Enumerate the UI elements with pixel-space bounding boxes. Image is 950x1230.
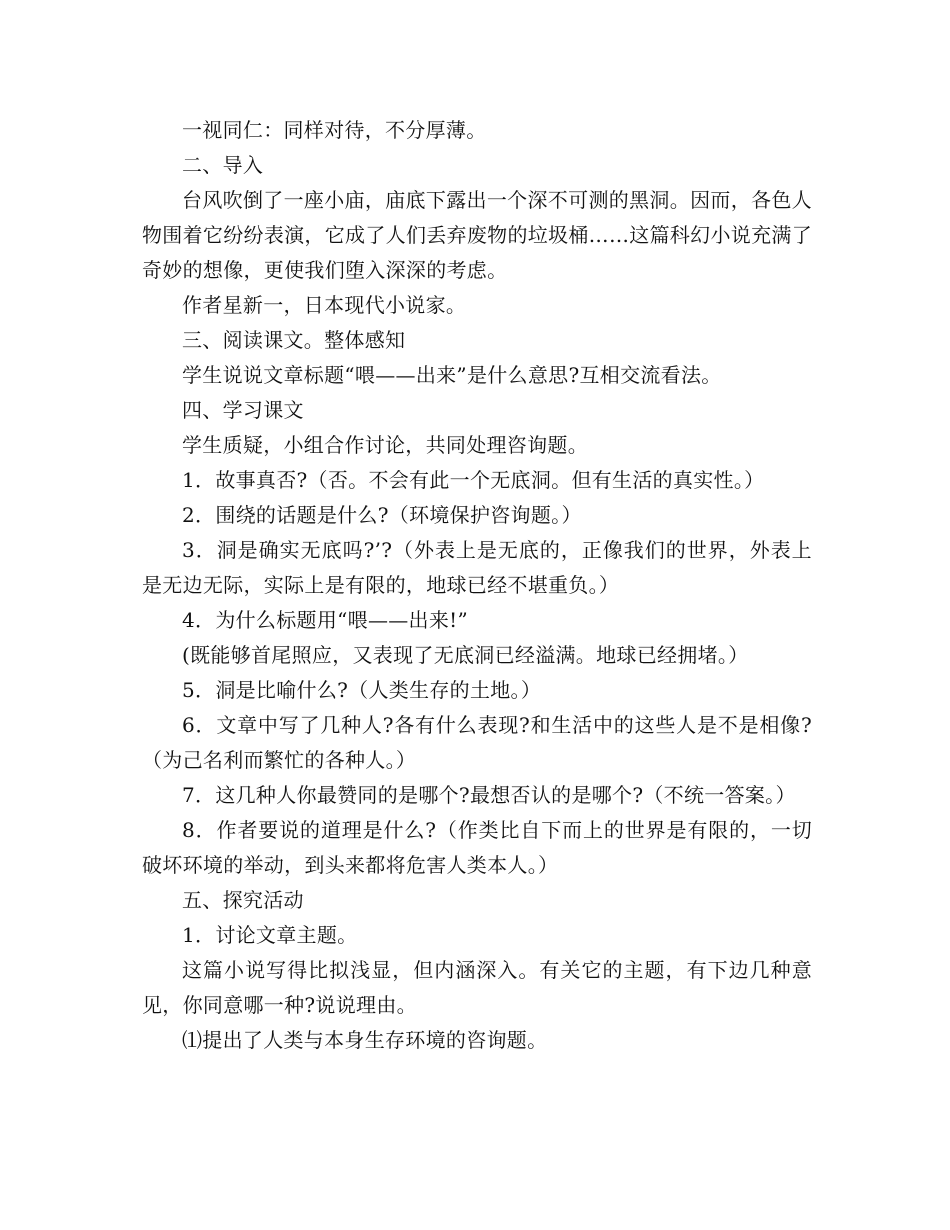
answer-4: (既能够首尾照应，又表现了无底洞已经溢满。地球已经拥堵。） xyxy=(182,643,749,667)
theme-option-1: ⑴提出了人类与本身生存环境的咨询题。 xyxy=(182,1028,548,1052)
question-3: 3．洞是确实无底吗?’?（外表上是无底的，正像我们的世界，外表上是无边无际，实际上是有限的，地球已经不堪重负。） xyxy=(142,538,812,597)
question-1: 1．故事真否?（否。不会有此一个无底洞。但有生活的真实性。） xyxy=(182,468,765,492)
paragraph-author: 作者星新一，日本现代小说家。 xyxy=(182,293,467,317)
question-2: 2．围绕的话题是什么?（环境保护咨询题。） xyxy=(182,503,582,527)
question-5: 5．洞是比喻什么?（人类生存的土地。） xyxy=(182,678,542,702)
document-body xyxy=(142,113,812,1058)
paragraph-theme: 这篇小说写得比拟浅显，但内涵深入。有关它的主题，有下边几种意见，你同意哪一种?说说理由。 xyxy=(142,958,812,1017)
question-4: 4．为什么标题用“喂——出来!” xyxy=(182,608,469,632)
question-6: 6．文章中写了几种人?各有什么表现?和生活中的这些人是不是相像?（为己名利而繁忙的各种人。） xyxy=(142,713,812,772)
heading-section-3: 三、阅读课文。整体感知 xyxy=(182,328,406,352)
question-8: 8．作者要说的道理是什么?（作类比自下而上的世界是有限的，一切破坏环境的举动，到头来都将危害人类本人。） xyxy=(142,818,812,877)
paragraph-group-work: 学生质疑，小组合作讨论，共同处理咨询题。 xyxy=(182,433,588,457)
paragraph-definition: 一视同仁：同样对待，不分厚薄。 xyxy=(182,118,487,142)
heading-section-2: 二、导入 xyxy=(182,153,264,177)
paragraph-intro: 台风吹倒了一座小庙，庙底下露出一个深不可测的黑洞。因而，各色人物围着它纷纷表演，它成了人们丢弃废物的垃圾桶……这篇科幻小说充满了奇妙的想像，更使我们堕入深深的考虑。 xyxy=(142,188,812,282)
question-7: 7．这几种人你最赞同的是哪个?最想否认的是哪个?（不统一答案。） xyxy=(182,783,796,807)
activity-1: 1．讨论文章主题。 xyxy=(182,923,358,947)
paragraph-title-discussion: 学生说说文章标题“喂——出来”是什么意思?互相交流看法。 xyxy=(182,363,722,387)
heading-section-5: 五、探究活动 xyxy=(182,888,304,912)
heading-section-4: 四、学习课文 xyxy=(182,398,304,422)
